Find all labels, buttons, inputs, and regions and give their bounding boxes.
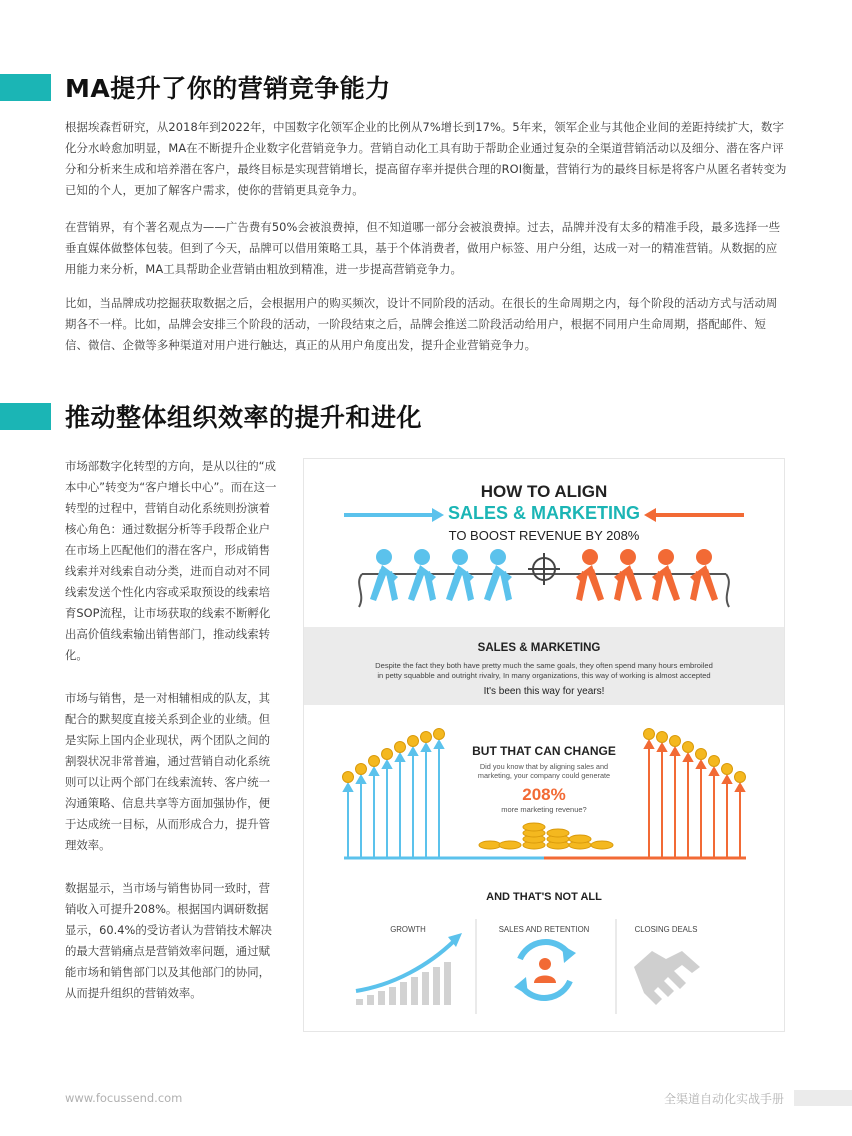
section1-paragraph-3: 比如，当品牌成功挖掘获取数据之后，会根据用户的购买频次，设计不同阶段的活动。在很长的生命周期之内，每个阶段的活动方式与活动周期各不一样。比如，品牌会安排三个阶段的活动，一阶段结束之后，品牌会推送二阶段活动给用户，根据不同用户生命周期，搭配邮件、短信、微信、企微等多种渠道对用户进行触达，真正的从用户角度出发，提升企业营销竞争力。 <box>65 296 778 352</box>
infographic-title-line3: TO BOOST REVENUE BY 208% <box>448 528 640 543</box>
handshake-icon <box>634 951 700 1005</box>
footer-page-tab <box>794 1090 852 1106</box>
change-text-line1: Did you know that by aligning sales and <box>479 762 609 771</box>
section1-paragraph-1: 根据埃森哲研究，从2018年到2022年，中国数字化领军企业的比例从7%增长到17%。5年来，领军企业与其他企业间的差距持续扩大，数字化分水岭愈加明显，MA在不断提升企业数字化营销竞争力。营销自动化工具有助于帮助企业通过复杂的全渠道营销活动以及细分、潜在客户评分和分析来生成和培养潜在客户，最终目标是实现营销增长，提高留存率并提供合理的ROI衡量，营销行为的最终目标是将客户从匿名者转变为已知的个人，更加了解客户需求，使你的营销更具竞争力。 <box>65 120 787 197</box>
growth-chart-icon <box>356 933 462 1005</box>
change-title: BUT THAT CAN CHANGE <box>472 744 616 758</box>
change-text-line2: marketing, your company could generate <box>477 771 611 780</box>
section2-paragraph-1: 市场部数字化转型的方向，是从以往的“成本中心”转变为“客户增长中心”。而在这一转型的过程中，营销自动化系统则扮演着核心角色：通过数据分析等手段帮企业户在市场上匹配他们的潜在客户，形成销售线索并对线索自动分类，进而自动对不同线索发送个性化内容或采取预设的线索培育SOP流程，让市场获取的线索不断孵化出高价值线索输出销售部门，推动线索转化。 <box>65 459 277 662</box>
section1-paragraph-2: 在营销界，有个著名观点为——广告费有50%会被浪费掉，但不知道哪一部分会被浪费掉。过去，品牌并没有太多的精准手段，最多选择一些垂直媒体做整体包装。但到了今天，品牌可以借用策略工具，基于个体消费者，做用户标签、用户分组，达成一对一的精准营销。从数据的应用能力来分析，MA工具帮助企业营销由粗放到精准，进一步提高营销竞争力。 <box>65 220 781 276</box>
growth-label: GROWTH <box>390 925 426 934</box>
footer-url[interactable]: www.focussend.com <box>65 1091 183 1105</box>
left-arrow-icon <box>344 508 444 522</box>
infographic-title-line1: HOW TO ALIGN <box>480 482 608 501</box>
section2-paragraph-3: 数据显示，当市场与销售协同一致时，营销收入可提升208%。根据国内调研数据显示，60.4%的受访者认为营销技术解决的最大营销痛点是营销效率问题，通过赋能市场和销售部门以及其他部门的协同，从而提升组织的营销效率。 <box>65 881 273 1000</box>
change-big-number: 208% <box>522 785 566 804</box>
right-arrow-icon <box>644 508 744 522</box>
sales-marketing-infographic <box>303 458 785 1032</box>
heading-accent-bar <box>0 74 51 101</box>
infographic-title-line2: SALES & MARKETING <box>447 503 641 523</box>
section1-heading <box>0 69 391 105</box>
band-tagline: It's been this way for years! <box>483 686 605 697</box>
section2-paragraph-2: 市场与销售，是一对相辅相成的队友，其配合的默契度直接关系到企业的业绩。但是实际上国内企业现状，两个团队之间的割裂状况非常普遍，通过营销自动化系统则可以让两个部门在线索流转、客户统一沟通策略、信息共享等方面加强协作，便于达成统一目标，从而形成合力，提升管理效率。 <box>65 691 271 852</box>
section1-title: MA提升了你的营销竞争能力 <box>65 74 391 103</box>
section2-title: 推动整体组织效率的提升和进化 <box>65 403 423 432</box>
heading-accent-bar <box>0 403 51 430</box>
change-sub: more marketing revenue? <box>501 805 587 814</box>
section2-heading <box>0 398 422 434</box>
target-icon <box>528 553 560 585</box>
closing-deals-label: CLOSING DEALS <box>634 925 698 934</box>
footer-title: 全渠道自动化实战手册 <box>663 1092 784 1106</box>
sales-retention-label: SALES AND RETENTION <box>498 925 590 934</box>
retention-cycle-icon <box>514 942 576 998</box>
band-text-line2: in petty squabble and outright rivalry, In many organizations, this way of working is almost accepted <box>377 671 711 680</box>
band-title: SALES & MARKETING <box>477 642 601 654</box>
band-text-line1: Despite the fact they both have pretty much the same goals, they often spend many hours embroiled <box>375 661 713 670</box>
notall-title: AND THAT'S NOT ALL <box>486 891 602 903</box>
